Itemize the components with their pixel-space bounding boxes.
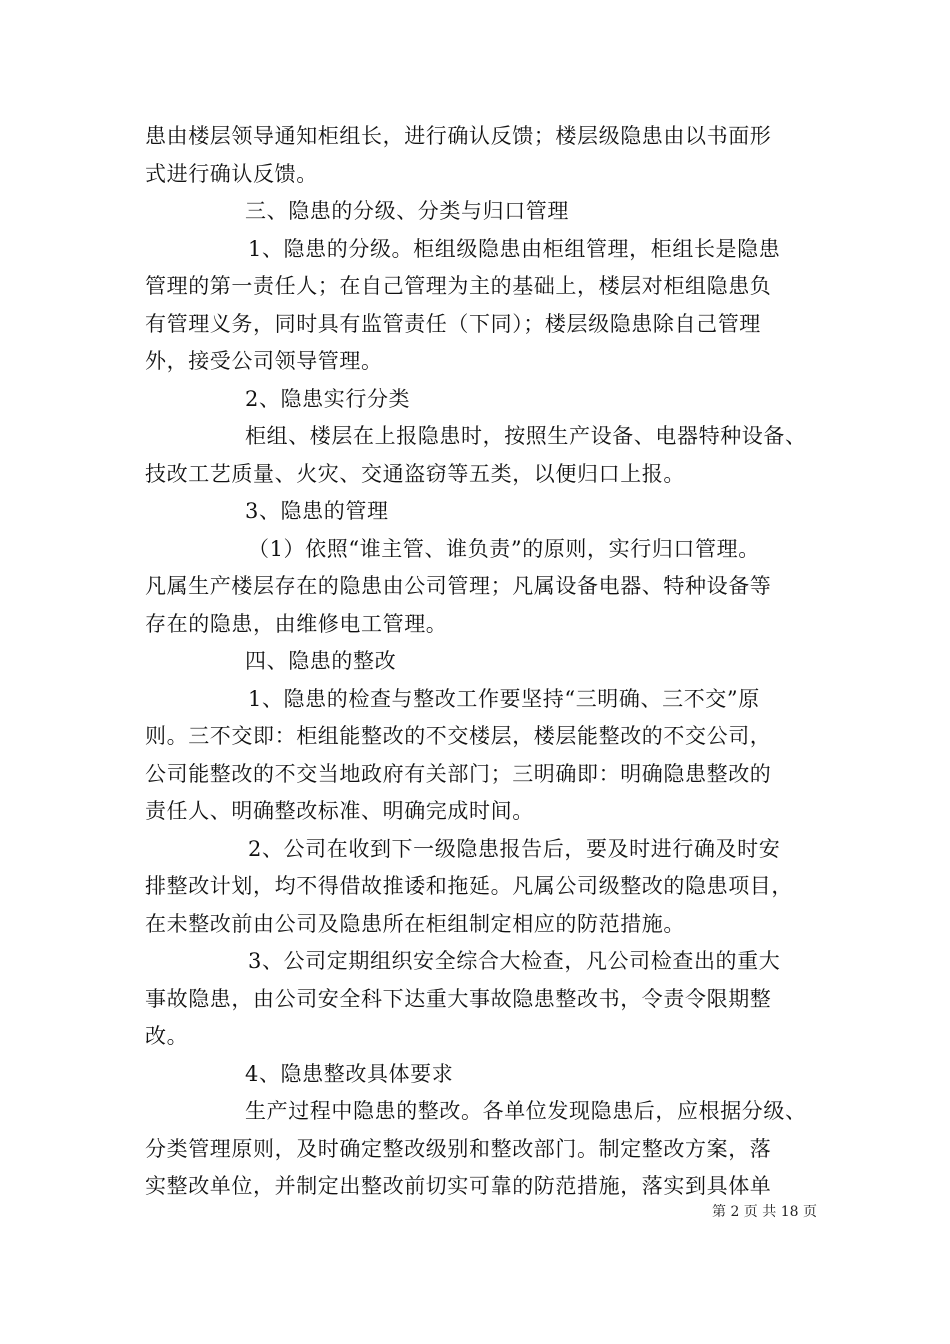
text-line: 排整改计划，均不得借故推诿和拖延。凡属公司级整改的隐患项目， xyxy=(145,874,793,898)
text-line: 患由楼层领导通知柜组长，进行确认反馈；楼层级隐患由以书面形 xyxy=(145,124,772,148)
text-line: 分类管理原则，及时确定整改级别和整改部门。制定整改方案，落 xyxy=(145,1136,772,1161)
text-line: 责任人、明确整改标准、明确完成时间。 xyxy=(145,799,534,823)
text-line: 2、隐患实行分类 xyxy=(245,386,411,411)
text-line: 3、隐患的管理 xyxy=(245,499,389,523)
text-line: 柜组、楼层在上报隐患时，按照生产设备、电器特种设备、 xyxy=(245,424,807,448)
text-line: 2、公司在收到下一级隐患报告后，要及时进行确及时安 xyxy=(248,836,781,861)
text-line: 事故隐患，由公司安全科下达重大事故隐患整改书，令责令限期整 xyxy=(145,986,772,1011)
text-line: （1）依照“谁主管、谁负责”的原则，实行归口管理。 xyxy=(248,536,760,561)
text-line: 三、隐患的分级、分类与归口管理 xyxy=(245,199,569,223)
text-line: 1、隐患的检查与整改工作要坚持“三明确、三不交”原 xyxy=(248,686,760,711)
text-line: 改。 xyxy=(145,1024,189,1048)
page-number: 第 2 页 共 18 页 xyxy=(712,1204,817,1220)
text-line: 在未整改前由公司及隐患所在柜组制定相应的防范措施。 xyxy=(145,911,685,936)
text-line: 实整改单位，并制定出整改前切实可靠的防范措施，落实到具体单 xyxy=(145,1174,772,1198)
text-line: 式进行确认反馈。 xyxy=(145,161,318,186)
text-line: 生产过程中隐患的整改。各单位发现隐患后，应根据分级、 xyxy=(245,1099,807,1123)
text-line: 有管理义务，同时具有监管责任（下同）；楼层级隐患除自己管理 xyxy=(145,311,761,336)
text-line: 存在的隐患，由维修电工管理。 xyxy=(145,611,448,636)
document-body xyxy=(145,118,810,1206)
text-line: 公司能整改的不交当地政府有关部门；三明确即：明确隐患整改的 xyxy=(145,761,772,786)
text-line: 技改工艺质量、火灾、交通盗窃等五类，以便归口上报。 xyxy=(145,461,685,486)
text-line: 凡属生产楼层存在的隐患由公司管理；凡属设备电器、特种设备等 xyxy=(145,574,772,598)
text-line: 外，接受公司领导管理。 xyxy=(145,349,383,373)
text-line: 四、隐患的整改 xyxy=(245,649,397,673)
text-line: 则。三不交即：柜组能整改的不交楼层，楼层能整改的不交公司， xyxy=(145,724,772,748)
text-line: 1、隐患的分级。柜组级隐患由柜组管理，柜组长是隐患 xyxy=(248,236,781,261)
text-line: 3、公司定期组织安全综合大检查，凡公司检查出的重大 xyxy=(248,949,781,973)
text-line: 4、隐患整改具体要求 xyxy=(245,1061,454,1086)
text-line: 管理的第一责任人；在自己管理为主的基础上，楼层对柜组隐患负 xyxy=(145,274,772,298)
